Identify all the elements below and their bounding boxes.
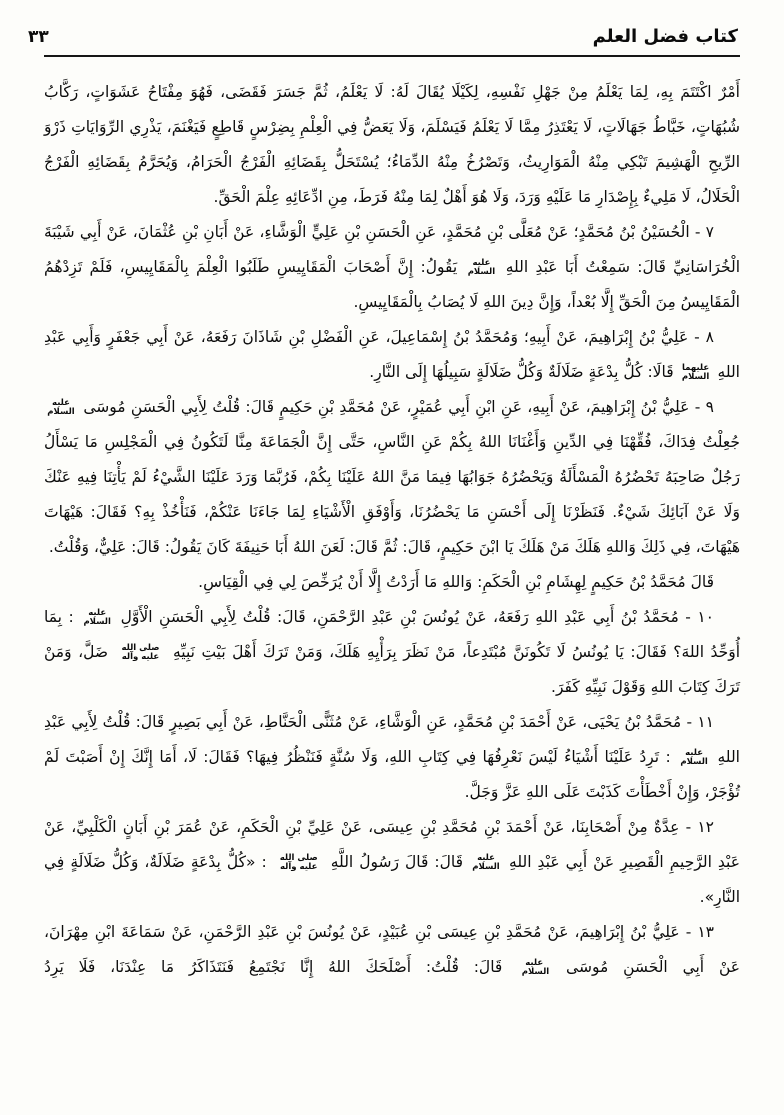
honorific-mark: عليه السلام bbox=[472, 852, 500, 872]
text-run: قَالَ: قُلْتُ: أَصْلَحَكَ اللهُ إِنَّا نَجْتَمِعُ فَنَتَذَاكَرُ مَا عِنْدَنَا، فَلَا يَرِدُ bbox=[44, 958, 503, 976]
text-run: ١٣ - عَلِيُّ بْنُ إِبْرَاهِيمَ، عَنْ مُحَمَّدِ بْنِ عِيسَى بْنِ عُبَيْدٍ، عَنْ يُونُسَ بْنِ عَبْدِ الرَّحْمَنِ، عَنْ سَمَاعَةَ ابْنِ مِهْرَانَ، عَنْ أَبِي الْحَسَنِ مُوسَى bbox=[44, 923, 741, 976]
text-run: ١٠ - مُحَمَّدُ بْنُ أَبِي عَبْدِ اللهِ رَفَعَهُ، عَنْ يُونُسَ بْنِ عَبْدِ الرَّحْمَنِ، قَالَ: قُلْتُ لِأَبِي الْحَسَنِ الْأَوَّلِ bbox=[120, 608, 714, 626]
text-run: : تَرِدُ عَلَيْنَا أَشْيَاءُ لَيْسَ نَعْرِفُهَا فِي كِتَابِ اللهِ، وَلَا سُنَّةٍ فَنَنْظُرُ فِيهَا؟ فَقَالَ: لَا، أَمَا إِنَّكَ إِنْ أَصَبْتَ لَمْ تُؤْجَرْ، وَإِنْ أَخْطَأْتَ كَذَبْتَ عَلَى اللهِ عَزَّ وَجَلَّ. bbox=[44, 748, 740, 801]
text-run: جُعِلْتُ فِدَاكَ، فُقِّهْنَا فِي الدِّينِ وَأَغْنَانَا اللهُ بِكُمْ عَنِ النَّاسِ، حَتَّى إِنَّ الْجَمَاعَةَ مِنَّا لَتَكُونُ فِي الْمَجْلِسِ مَا يَسْأَلُ رَجُلٌ صَاحِبَهُ تَحْضُرُهُ الْمَسْأَلَةُ وَيَحْضُرُهُ جَوَابُهَا فِيمَا مَنَّ اللهُ عَلَيْنَا بِكُمْ، فَرُبَّمَا وَرَدَ عَلَيْنَا الشَّيْءُ لَمْ يَأْتِنَا فِيهِ عَنْكَ وَلَا عَنْ آبَائِكَ شَيْءٌ. فَنَظَرْنَا إِلَى أَحْسَنِ مَا يَحْضُرُنَا، وَأَوْفَقِ الْأَشْيَاءِ لِمَا جَاءَنَا عَنْكُمْ، فَنَأْخُذْ بِهِ؟ فَقَالَ: هَيْهَاتَ هَيْهَاتَ، فِي ذَلِكَ وَاللهِ هَلَكَ مَنْ هَلَكَ يَا ابْنَ حَكِيمٍ، قَالَ: ثُمَّ قَالَ: لَعَنَ اللهُ أَبَا حَنِيفَةَ كَانَ يَقُولُ: قَالَ: عَلِيٌّ، وَقُلْتُ. bbox=[44, 433, 740, 556]
honorific-mark: عليه السلام bbox=[47, 397, 75, 417]
honorific-mark: عليهما السلام bbox=[681, 362, 710, 382]
comment-ibn-hakim bbox=[44, 565, 740, 600]
hadith-12 bbox=[44, 810, 740, 915]
text-run: يَقُولُ: إِنَّ أَصْحَابَ الْمَقَايِيسِ طَلَبُوا الْعِلْمَ بِالْمَقَايِيسِ، فَلَمْ تَزِدْهُمُ الْمَقَايِيسُ مِنَ الْحَقِّ إِلَّا بُعْداً، وَإِنَّ دِينَ اللهِ لَا يُصَابُ بِالْمَقَايِيسِ. bbox=[44, 258, 740, 311]
text-run: ٨ - عَلِيُّ بْنُ إِبْرَاهِيمَ، عَنْ أَبِيهِ؛ وَمُحَمَّدُ بْنُ إِسْمَاعِيلَ، عَنِ الْفَضْلِ بْنِ شَاذَانَ رَفَعَهُ، عَنْ أَبِي جَعْفَرٍ وَأَبِي عَبْدِ اللهِ bbox=[44, 328, 740, 381]
text-run: قَالَ: قَالَ رَسُولُ اللَّهِ bbox=[330, 853, 463, 871]
hadith-7 bbox=[44, 215, 740, 320]
header-rule bbox=[44, 55, 740, 57]
text-run: قَالَ مُحَمَّدُ بْنُ حَكِيمٍ لِهِشَامِ بْنِ الْحَكَمِ: وَاللهِ مَا أَرَدْتُ إِلَّا أَنْ يُرَخِّصَ لِي فِي الْقِيَاسِ. bbox=[198, 573, 714, 591]
text-run: : «كُلُّ بِدْعَةٍ ضَلَالَةٌ، وَكُلُّ ضَلَالَةٍ فِي النَّارِ». bbox=[44, 853, 740, 906]
hadith-8 bbox=[44, 320, 740, 390]
honorific-mark: عليه السلام bbox=[467, 257, 496, 277]
page-header bbox=[28, 26, 740, 47]
text-run: ٩ - عَلِيُّ بْنُ إِبْرَاهِيمَ، عَنْ أَبِيهِ، عَنِ ابْنِ أَبِي عُمَيْرٍ، عَنْ مُحَمَّدِ بْنِ حَكِيمٍ قَالَ: قُلْتُ لِأَبِي الْحَسَنِ مُوسَى bbox=[83, 398, 714, 416]
honorific-mark: صلى الله عليه وآله bbox=[279, 852, 318, 872]
text-run: ١٢ - عِدَّةٌ مِنْ أَصْحَابِنَا، عَنْ أَحْمَدَ بْنِ مُحَمَّدِ بْنِ عِيسَى، عَنْ عَلِيِّ بْنِ الْحَكَمِ، عَنْ عُمَرَ بْنِ أَبَانٍ الْكَلْبِيِّ، عَنْ عَبْدِ الرَّحِيمِ الْقَصِيرِ عَنْ أَبِي عَبْدِ اللهِ bbox=[44, 818, 740, 871]
text-run: ٧ - الْحُسَيْنُ بْنُ مُحَمَّدٍ؛ عَنْ مُعَلَّى بْنِ مُحَمَّدٍ، عَنِ الْحَسَنِ بْنِ عَلِيٍّ الْوَشَّاءِ، عَنْ أَبَانِ بْنِ عُثْمَانَ، عَنْ أَبِي شَيْبَةَ الْخُرَاسَانِيِّ قَالَ: سَمِعْتُ أَبَا عَبْدِ اللهِ bbox=[44, 223, 741, 276]
text-run: : بِمَا أُوَحِّدُ اللهَ؟ فَقَالَ: يَا يُونُسُ لَا تَكُونَنَّ مُبْتَدِعاً، مَنْ نَظَرَ بِرَأْيِهِ هَلَكَ، وَمَنْ تَرَكَ أَهْلَ بَيْتِ نَبِيِّهِ bbox=[44, 608, 740, 661]
hadith-9 bbox=[44, 390, 740, 565]
hadith-10 bbox=[44, 600, 740, 705]
honorific-mark: عليه السلام bbox=[521, 957, 550, 977]
continuation-paragraph bbox=[44, 75, 740, 215]
honorific-mark: عليه السلام bbox=[680, 747, 708, 767]
honorific-mark: صلى الله عليه وآله bbox=[121, 642, 160, 662]
page-title: كتاب فضل العلم bbox=[592, 26, 738, 47]
honorific-mark: عليه السلام bbox=[83, 607, 111, 627]
text-run: أَمْرٌ اكْتَتَمَ بِهِ، لِمَا يَعْلَمُ مِنْ جَهْلِ نَفْسِهِ، لِكَيْلَا يُقَالَ لَهُ: لَا يَعْلَمُ، ثُمَّ جَسَرَ فَقَضَى، فَهُوَ مِفْتَاحُ عَشَوَاتٍ، رَكَّابُ شُبُهَاتٍ، خَبَّاطُ جَهَالَاتٍ، لَا يَعْتَذِرُ مِمَّا لَا يَعْلَمُ فَيَسْلَمَ، وَلَا يَعَضُّ فِي الْعِلْمِ بِضِرْسٍ قَاطِعٍ فَيَغْنَمَ، يَذْرِي الرِّوَايَاتِ ذَرْوَ الرِّيحِ الْهَشِيمَ تَبْكِي مِنْهُ الْمَوَارِيثُ، وَتَصْرُخُ مِنْهُ الدِّمَاءُ؛ يُسْتَحَلُّ بِقَضَائِهِ الْفَرْجُ الْحَرَامُ، وَيُحَرَّمُ بِقَضَائِهِ الْفَرْجُ الْحَلَالُ، لَا مَلِيءٌ بِإِصْدَارِ مَا عَلَيْهِ وَرَدَ، وَلَا هُوَ أَهْلٌ لِمَا مِنْهُ فَرَطَ، مِنِ ادِّعَائِهِ عِلْمَ الْحَقِّ. bbox=[44, 83, 740, 206]
text-run: ضَلَّ، وَمَنْ تَرَكَ كِتَابَ اللهِ وَقَوْلَ نَبِيِّهِ كَفَرَ. bbox=[44, 643, 740, 696]
text-body bbox=[44, 75, 740, 985]
hadith-11 bbox=[44, 705, 740, 810]
text-run: قَالَا: كُلُّ بِدْعَةٍ ضَلَالَةٌ وَكُلُّ ضَلَالَةٍ سَبِيلُهَا إِلَى النَّارِ. bbox=[369, 363, 674, 381]
text-run: ١١ - مُحَمَّدُ بْنُ يَحْيَى، عَنْ أَحْمَدَ بْنِ مُحَمَّدٍ، عَنِ الْوَشَّاءِ، عَنْ مُثَنًّى الْحَنَّاطِ، عَنْ أَبِي بَصِيرٍ قَالَ: قُلْتُ لِأَبِي عَبْدِ اللهِ bbox=[44, 713, 740, 766]
hadith-13 bbox=[44, 915, 740, 985]
page-number: ٣٣ bbox=[28, 27, 49, 47]
